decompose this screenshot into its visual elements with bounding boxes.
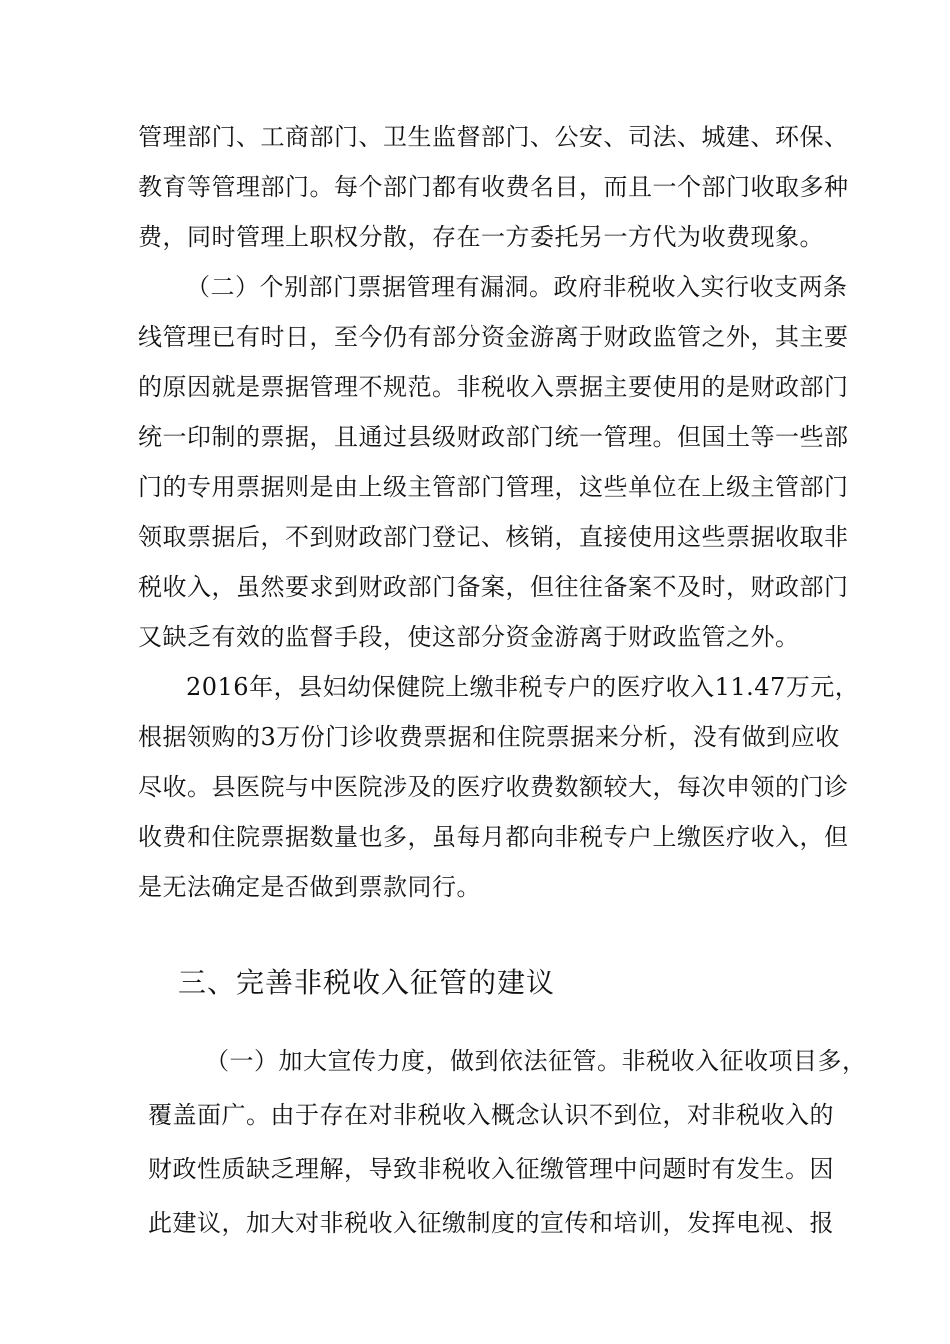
paragraph-line: （一）加大宣传力度，做到依法征管。非税收入征收项目多， (205, 1047, 867, 1075)
paragraph-line: 费，同时管理上职权分散，存在一方委托另一方代为收费现象。 (138, 223, 824, 251)
paragraph-line: 管理部门、工商部门、卫生监督部门、公安、司法、城建、环保、 (138, 123, 849, 151)
paragraph-line: 覆盖面广。由于存在对非税收入概念认识不到位，对非税收入的 (148, 1101, 834, 1129)
paragraph-line: 门的专用票据则是由上级主管部门管理，这些单位在上级主管部门 (138, 473, 849, 501)
paragraph-line: 此建议，加大对非税收入征缴制度的宣传和培训，发挥电视、报 (148, 1209, 834, 1237)
paragraph-line: 线管理已有时日，至今仍有部分资金游离于财政监管之外，其主要 (138, 323, 849, 351)
paragraph-line: 根据领购的3万份门诊收费票据和住院票据来分析，没有做到应收 (138, 723, 840, 751)
paragraph-line: （二）个别部门票据管理有漏洞。政府非税收入实行收支两条 (186, 273, 848, 301)
paragraph-line: 的原因就是票据管理不规范。非税收入票据主要使用的是财政部门 (138, 373, 849, 401)
paragraph-line: 税收入，虽然要求到财政部门备案，但往往备案不及时，财政部门 (138, 573, 849, 601)
paragraph-line: 是无法确定是否做到票款同行。 (138, 873, 481, 901)
paragraph-line: 统一印制的票据，且通过县级财政部门统一管理。但国土等一些部 (138, 423, 849, 451)
paragraph-line: 尽收。县医院与中医院涉及的医疗收费数额较大，每次申领的门诊 (138, 773, 849, 801)
paragraph-line: 又缺乏有效的监督手段，使这部分资金游离于财政监管之外。 (138, 623, 800, 651)
paragraph-line: 领取票据后，不到财政部门登记、核销，直接使用这些票据收取非 (138, 523, 849, 551)
paragraph-line: 财政性质缺乏理解，导致非税收入征缴管理中问题时有发生。因 (148, 1155, 834, 1183)
paragraph-line: 教育等管理部门。每个部门都有收费名目，而且一个部门收取多种 (138, 173, 849, 201)
paragraph-line: 2016年，县妇幼保健院上缴非税专户的医疗收入11.47万元， (186, 673, 860, 701)
section-heading: 三、完善非税收入征管的建议 (178, 966, 556, 999)
paragraph-line: 收费和住院票据数量也多，虽每月都向非税专户上缴医疗收入，但 (138, 823, 849, 851)
